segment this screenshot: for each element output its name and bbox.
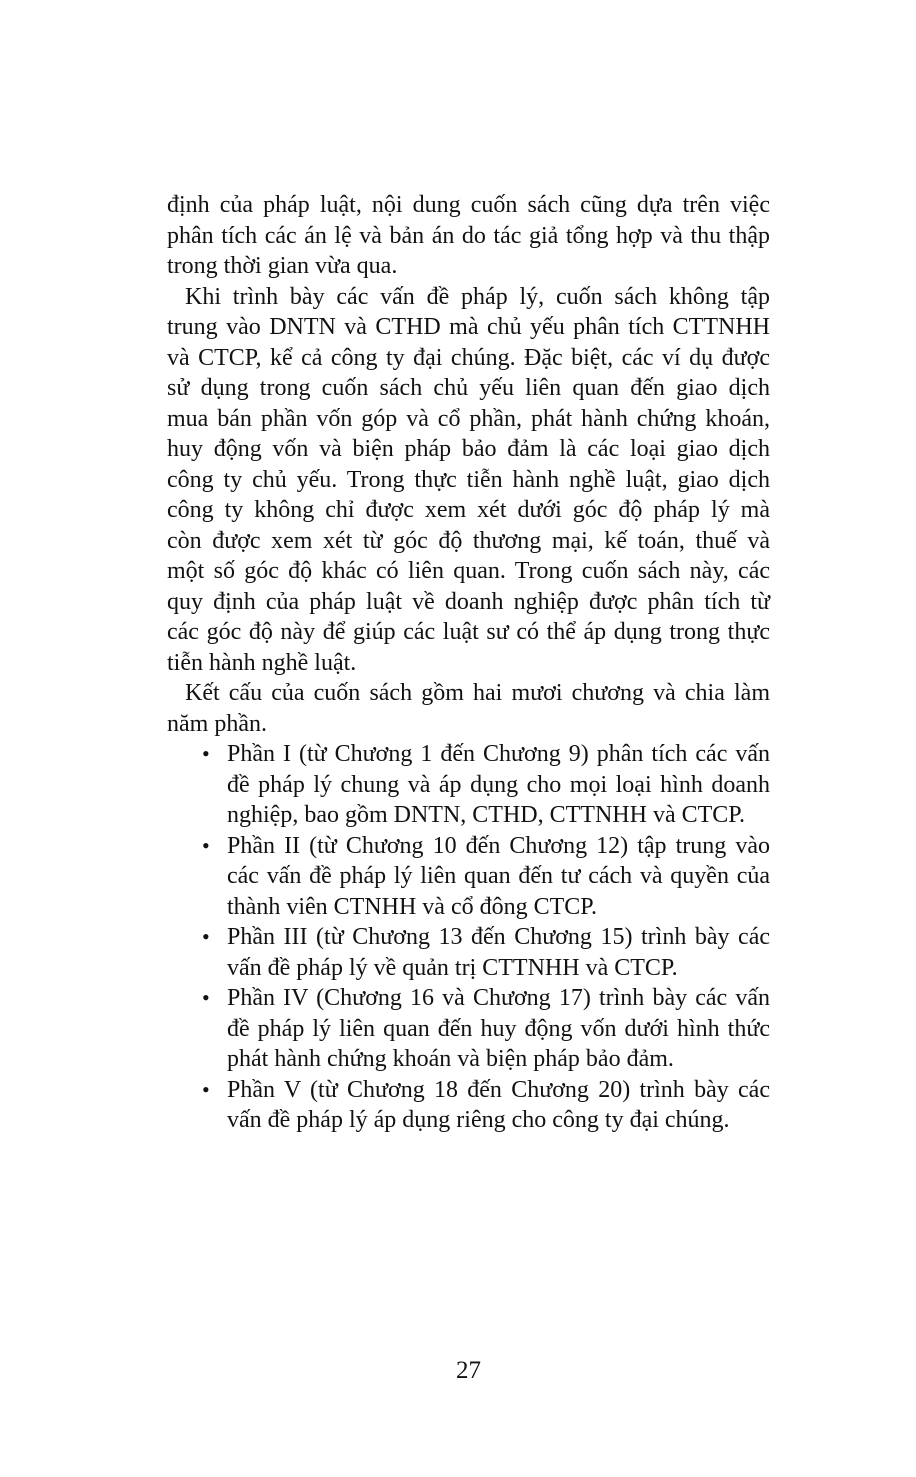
bullet-icon: • [202,985,210,1010]
paragraph-line: định của pháp luật, nội dung cuốn sách cũng dựa trên việc [167,192,770,218]
bullet-line: • Phần V (từ Chương 18 đến Chương 20) trình bày các [227,1075,770,1106]
paragraph-line: sử dụng trong cuốn sách chủ yếu liên quan đến giao dịch [167,375,770,401]
paragraph-line: năm phần. [167,710,267,737]
paragraph-line: các góc độ này để giúp các luật sư có thể áp dụng trong thực [167,619,770,645]
paragraph-line: mua bán phần vốn góp và cổ phần, phát hành chứng khoán, [167,405,770,432]
bullet-line: đề pháp lý chung và áp dụng cho mọi loại hình doanh [227,771,770,798]
paragraph-line: Kết cấu của cuốn sách gồm hai mươi chương và chia làm [185,680,770,706]
bullet-icon: • [202,1076,210,1102]
page-number: 27 [456,1357,481,1384]
bullet-line: • Phần IV (Chương 16 và Chương 17) trình bày các vấn [227,983,770,1014]
bullet-line: • Phần I (từ Chương 1 đến Chương 9) phân tích các vấn [227,739,770,770]
bullet-icon: • [202,832,210,858]
text-column [167,190,770,1136]
paragraph-line: trung vào DNTN và CTHD mà chủ yếu phân tích CTTNHH [167,314,770,340]
paragraph-line: và CTCP, kể cả công ty đại chúng. Đặc biệt, các ví dụ được [167,344,770,371]
paragraph-line: trong thời gian vừa qua. [167,253,398,279]
paragraph-line: quy định của pháp luật về doanh nghiệp được phân tích từ [167,588,770,615]
bullet-icon: • [202,741,210,766]
paragraph-line: còn được xem xét từ góc độ thương mại, kế toán, thuế và [167,527,770,554]
bullet-icon: • [202,924,210,949]
paragraph-line: một số góc độ khác có liên quan. Trong cuốn sách này, các [167,558,770,584]
bullet-line: vấn đề pháp lý về quản trị CTTNHH và CTCP. [227,954,678,981]
paragraph-line: tiễn hành nghề luật. [167,649,357,676]
paragraph-line: Khi trình bày các vấn đề pháp lý, cuốn sách không tập [185,283,770,310]
bullet-line: • Phần II (từ Chương 10 đến Chương 12) tập trung vào [227,831,770,862]
bullet-line: phát hành chứng khoán và biện pháp bảo đảm. [227,1046,674,1072]
bullet-line: các vấn đề pháp lý liên quan đến tư cách và quyền của [227,863,770,889]
bullet-line: • Phần III (từ Chương 13 đến Chương 15) trình bày các [227,922,770,953]
bullet-line: nghiệp, bao gồm DNTN, CTHD, CTTNHH và CTCP. [227,802,745,828]
bullet-line: vấn đề pháp lý áp dụng riêng cho công ty đại chúng. [227,1107,730,1133]
paragraph-line: huy động vốn và biện pháp bảo đảm là các loại giao dịch [167,436,770,462]
paragraph-line: phân tích các án lệ và bản án do tác giả tổng hợp và thu thập [167,222,770,249]
paragraph-line: công ty không chỉ được xem xét dưới góc độ pháp lý mà [167,497,770,523]
bullet-line: đề pháp lý liên quan đến huy động vốn dưới hình thức [227,1015,770,1042]
paragraph-line: công ty chủ yếu. Trong thực tiễn hành nghề luật, giao dịch [167,466,770,493]
bullet-line: thành viên CTNHH và cổ đông CTCP. [227,893,597,920]
